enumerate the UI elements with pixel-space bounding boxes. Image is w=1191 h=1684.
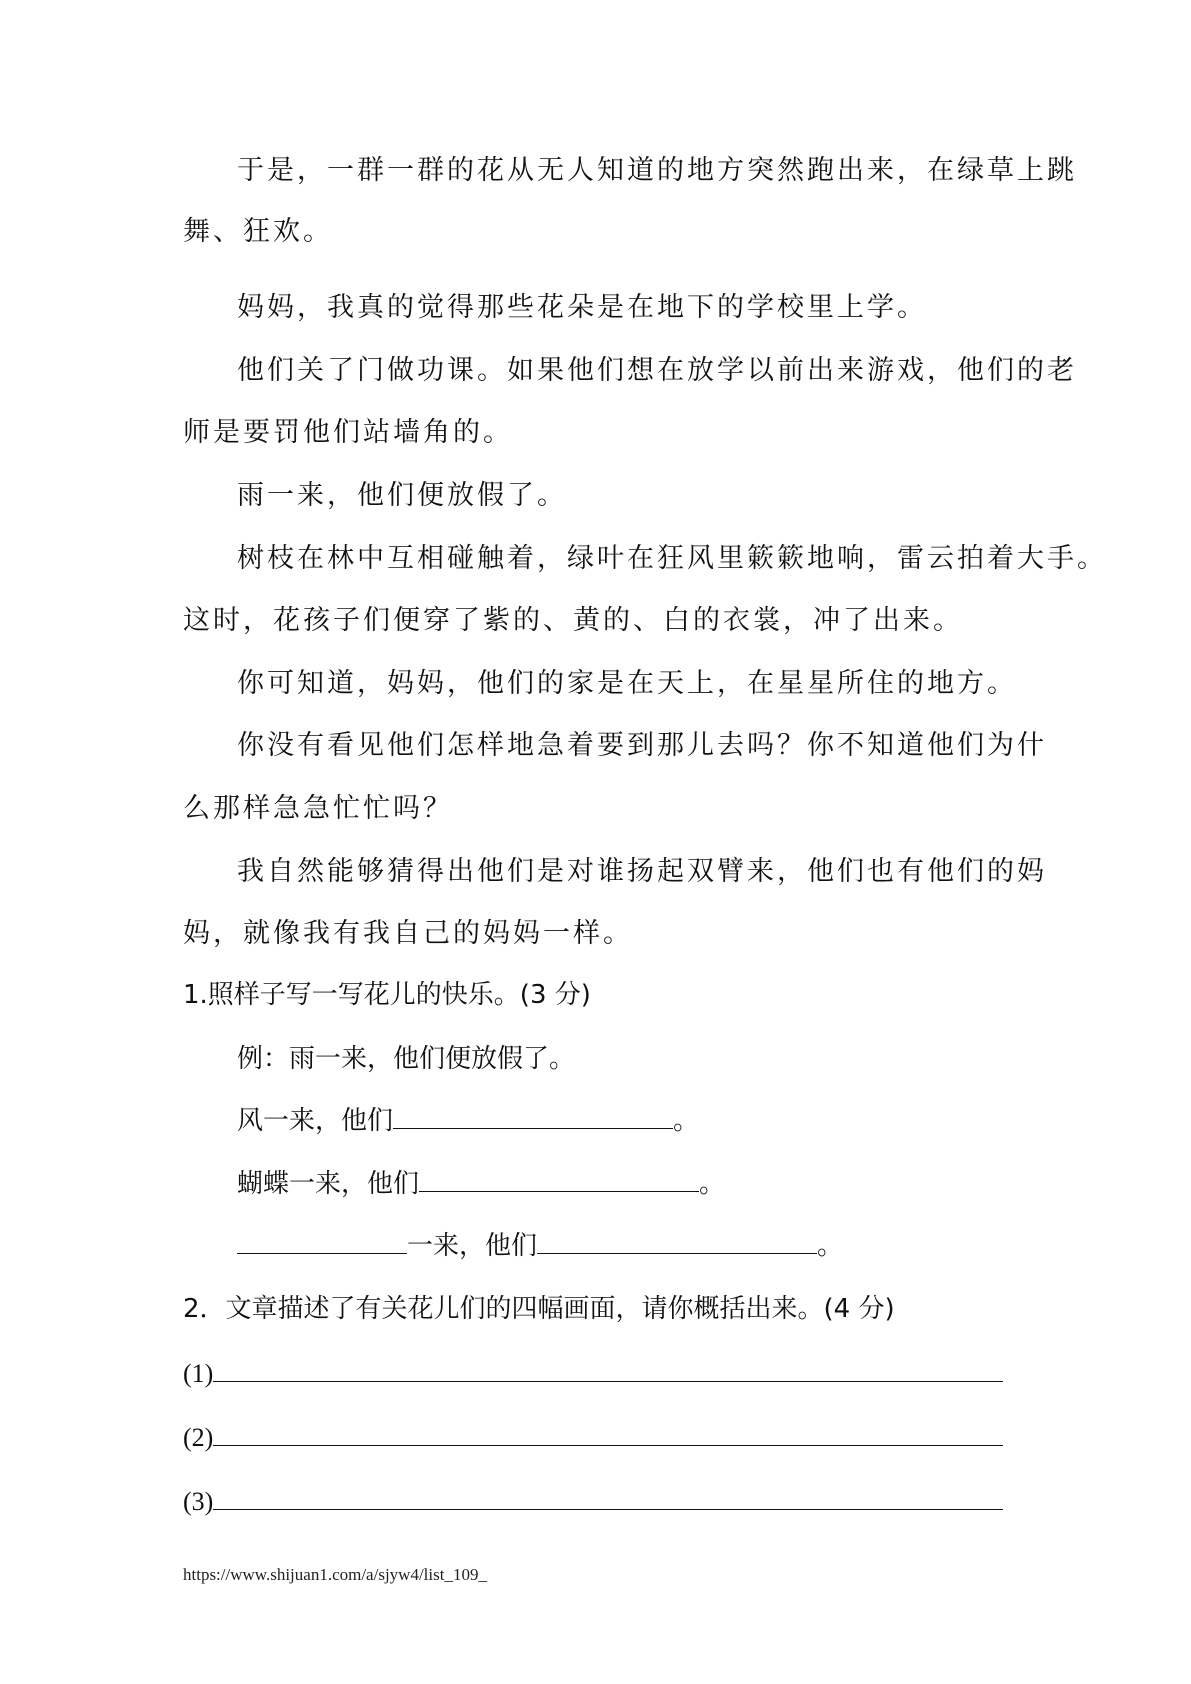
answer-blank[interactable] xyxy=(213,1481,1003,1510)
answer-blank[interactable] xyxy=(213,1417,1003,1446)
question-1-line-1 xyxy=(237,1100,699,1137)
end-mark: 。 xyxy=(699,1169,726,1199)
line-1-prefix: 风一来，他们 xyxy=(237,1106,394,1136)
passage-line: 雨一来，他们便放假了。 xyxy=(237,480,567,511)
passage-line: 这时，花孩子们便穿了紫的、黄的、白的衣裳，冲了出来。 xyxy=(183,605,963,636)
question-2-answer-2 xyxy=(183,1417,1003,1453)
answer-blank[interactable] xyxy=(213,1353,1003,1382)
passage-line: 他们关了门做功课。如果他们想在放学以前出来游戏，他们的老 xyxy=(237,355,1077,386)
line-3-mid: 一来，他们 xyxy=(407,1231,538,1261)
passage-line: 树枝在林中互相碰触着，绿叶在狂风里簌簌地响，雷云拍着大手。 xyxy=(237,543,1107,574)
question-1-example: 例：雨一来，他们便放假了。 xyxy=(237,1044,576,1074)
answer-blank[interactable] xyxy=(393,1100,673,1129)
passage-line: 么那样急急忙忙吗？ xyxy=(183,793,453,824)
answer-blank[interactable] xyxy=(537,1225,817,1254)
answer-blank[interactable] xyxy=(419,1163,699,1192)
question-2-prompt: 2．文章描述了有关花儿们的四幅画面，请你概括出来。(4 分) xyxy=(183,1294,895,1324)
question-1-prompt: 1.照样子写一写花儿的快乐。(3 分) xyxy=(183,980,591,1010)
answer-blank[interactable] xyxy=(237,1225,407,1254)
line-2-prefix: 蝴蝶一来，他们 xyxy=(237,1169,420,1199)
end-mark: 。 xyxy=(817,1231,844,1261)
footer-url[interactable]: https://www.shijuan1.com/a/sjyw4/list_109_ xyxy=(183,1565,487,1584)
passage-line: 妈妈，我真的觉得那些花朵是在地下的学校里上学。 xyxy=(237,292,927,323)
question-1-line-3 xyxy=(237,1225,843,1262)
passage-line: 舞、狂欢。 xyxy=(183,216,333,247)
question-1-line-2 xyxy=(237,1163,725,1200)
passage-line: 你没有看见他们怎样地急着要到那儿去吗？你不知道他们为什 xyxy=(237,730,1047,761)
passage-line: 你可知道，妈妈，他们的家是在天上，在星星所住的地方。 xyxy=(237,668,1017,699)
answer-label: (1) xyxy=(183,1359,214,1388)
question-2-answer-3 xyxy=(183,1481,1003,1517)
question-2-answer-1 xyxy=(183,1353,1003,1389)
passage-line: 师是要罚他们站墙角的。 xyxy=(183,417,513,448)
answer-label: (3) xyxy=(183,1487,214,1516)
answer-label: (2) xyxy=(183,1423,214,1452)
passage-line: 于是，一群一群的花从无人知道的地方突然跑出来，在绿草上跳 xyxy=(237,155,1077,186)
end-mark: 。 xyxy=(673,1106,700,1136)
passage-line: 妈，就像我有我自己的妈妈一样。 xyxy=(183,918,633,949)
passage-line: 我自然能够猜得出他们是对谁扬起双臂来，他们也有他们的妈 xyxy=(237,856,1047,887)
